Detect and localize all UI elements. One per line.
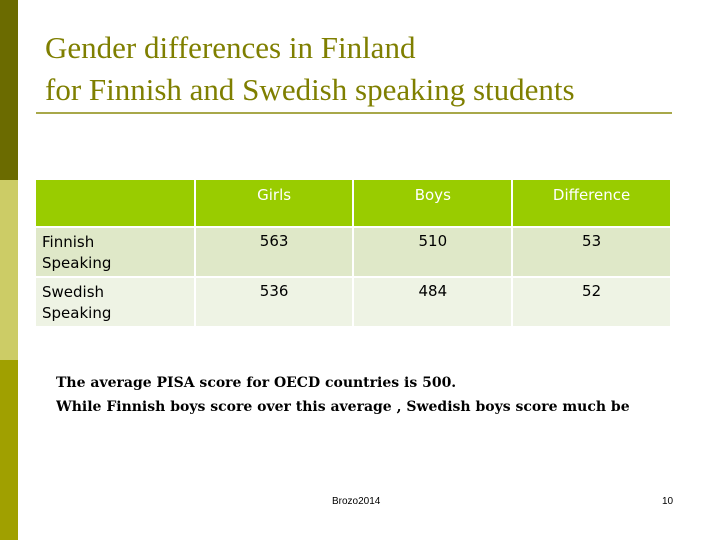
cell-boys: 510 [353, 227, 512, 277]
header-difference: Difference [512, 180, 671, 227]
pisa-note-line2: While Finnish boys score over this average , Swedish boys score much be [56, 399, 630, 415]
pisa-note-line1: The average PISA score for OECD countries is 500. [56, 375, 457, 391]
table-row [36, 277, 671, 327]
cell-girls: 536 [195, 277, 354, 327]
slide-title [45, 27, 685, 111]
cell-girls: 563 [195, 227, 354, 277]
table-header-row [36, 180, 671, 227]
header-boys: Boys [353, 180, 512, 227]
row-label-line2: Speaking [42, 304, 112, 322]
cell-difference: 52 [512, 277, 671, 327]
gender-scores-table [36, 180, 672, 328]
table-row [36, 227, 671, 277]
row-label-finnish [36, 227, 195, 277]
cell-boys: 484 [353, 277, 512, 327]
row-label-swedish [36, 277, 195, 327]
slide-title-line2: for Finnish and Swedish speaking students [45, 72, 575, 107]
sidebar-band-top [0, 0, 18, 180]
header-girls: Girls [195, 180, 354, 227]
row-label-line1: Finnish [42, 233, 95, 251]
sidebar-band-bottom [0, 360, 18, 540]
title-divider [36, 112, 672, 114]
footer-credit: Brozo2014 [332, 496, 381, 507]
slide-title-line1: Gender differences in Finland [45, 30, 416, 65]
sidebar-band-middle [0, 180, 18, 360]
header-empty-cell [36, 180, 195, 227]
pisa-note [56, 371, 720, 419]
cell-difference: 53 [512, 227, 671, 277]
slide-number: 10 [662, 496, 674, 507]
row-label-line2: Speaking [42, 254, 112, 272]
row-label-line1: Swedish [42, 283, 105, 301]
